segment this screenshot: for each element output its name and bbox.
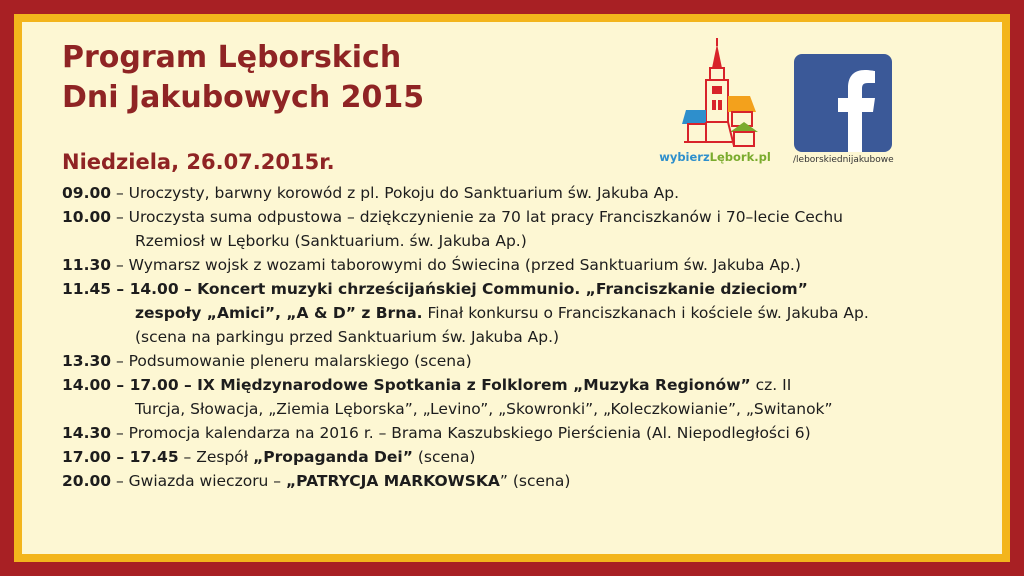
schedule-time: 14.30 bbox=[62, 424, 112, 442]
schedule-item bbox=[62, 205, 992, 229]
schedule-time: 10.00 bbox=[62, 208, 112, 226]
schedule-bold-desc: „PATRYCJA MARKOWSKA bbox=[286, 472, 500, 490]
schedule-desc: cz. II bbox=[750, 376, 792, 394]
schedule-item-continued bbox=[62, 325, 992, 349]
schedule-time: 20.00 bbox=[62, 472, 112, 490]
schedule-time-and-title: 14.00 – 17.00 – IX Międzynarodowe Spotkania z Folklorem „Muzyka Regionów” bbox=[62, 376, 751, 394]
schedule-item bbox=[62, 445, 992, 469]
schedule-desc: Finał konkursu o Franciszkanach i kościele św. Jakuba Ap. bbox=[422, 304, 869, 322]
schedule-item bbox=[62, 421, 992, 445]
schedule-time: 17.00 – 17.45 bbox=[62, 448, 179, 466]
schedule-item bbox=[62, 349, 992, 373]
schedule-desc: Turcja, Słowacja, „Ziemia Lęborska”, „Levino”, „Skowronki”, „Koleczkowianie”, „Switanok” bbox=[135, 400, 833, 418]
title-line-2: Dni Jakubowych 2015 bbox=[62, 80, 425, 115]
schedule-time-and-title: 11.45 – 14.00 – Koncert muzyki chrześcijańskiej Communio. „Franciszkanie dzieciom” bbox=[62, 280, 808, 298]
poster-title bbox=[62, 38, 424, 118]
schedule-desc: (scena na parkingu przed Sanktuarium św. Jakuba Ap.) bbox=[135, 328, 560, 346]
schedule-time: 13.30 bbox=[62, 352, 112, 370]
schedule-item bbox=[62, 181, 992, 205]
schedule-desc: – Podsumowanie pleneru malarskiego (scena) bbox=[111, 352, 472, 370]
day-heading: Niedziela, 26.07.2015r. bbox=[62, 150, 335, 174]
schedule-desc: ” (scena) bbox=[499, 472, 571, 490]
schedule-item-continued bbox=[62, 229, 992, 253]
title-line-1: Program Lęborskich bbox=[62, 40, 402, 75]
facebook-logo[interactable] bbox=[794, 54, 892, 152]
facebook-icon bbox=[794, 54, 892, 152]
schedule-desc: – Promocja kalendarza na 2016 r. – Brama Kaszubskiego Pierścienia (Al. Niepodległości 6) bbox=[111, 424, 811, 442]
schedule-item bbox=[62, 277, 992, 301]
schedule-item bbox=[62, 373, 992, 397]
schedule-desc: (scena) bbox=[412, 448, 476, 466]
wybierz-lebork-link[interactable] bbox=[648, 150, 782, 164]
schedule-time: 09.00 bbox=[62, 184, 112, 202]
lebork-text: Lębork.pl bbox=[709, 150, 771, 164]
schedule-time: 11.30 bbox=[62, 256, 112, 274]
schedule-item bbox=[62, 253, 992, 277]
schedule-bold-desc: „Propaganda Dei” bbox=[253, 448, 413, 466]
schedule-desc: Rzemiosł w Lęborku (Sanktuarium. św. Jakuba Ap.) bbox=[135, 232, 527, 250]
facebook-handle: /leborskiednijakubowe bbox=[793, 155, 894, 165]
schedule-desc: – Gwiazda wieczoru – bbox=[111, 472, 286, 490]
schedule-bold-desc: zespoły „Amici”, „A & D” z Brna. bbox=[135, 304, 423, 322]
schedule-item bbox=[62, 469, 992, 493]
wybierz-text: wybierz bbox=[659, 150, 710, 164]
wybierz-lebork-logo-icon bbox=[648, 38, 780, 168]
schedule-desc: – Zespół bbox=[178, 448, 254, 466]
schedule-item-continued bbox=[62, 301, 992, 325]
schedule-desc: – Uroczysta suma odpustowa – dziękczynienie za 70 lat pracy Franciszkanów i 70–lecie Cechu bbox=[111, 208, 843, 226]
schedule-list bbox=[62, 181, 992, 493]
schedule-desc: – Wymarsz wojsk z wozami taborowymi do Świecina (przed Sanktuarium św. Jakuba Ap.) bbox=[111, 256, 801, 274]
schedule-item-continued bbox=[62, 397, 992, 421]
schedule-desc: – Uroczysty, barwny korowód z pl. Pokoju do Sanktuarium św. Jakuba Ap. bbox=[111, 184, 679, 202]
